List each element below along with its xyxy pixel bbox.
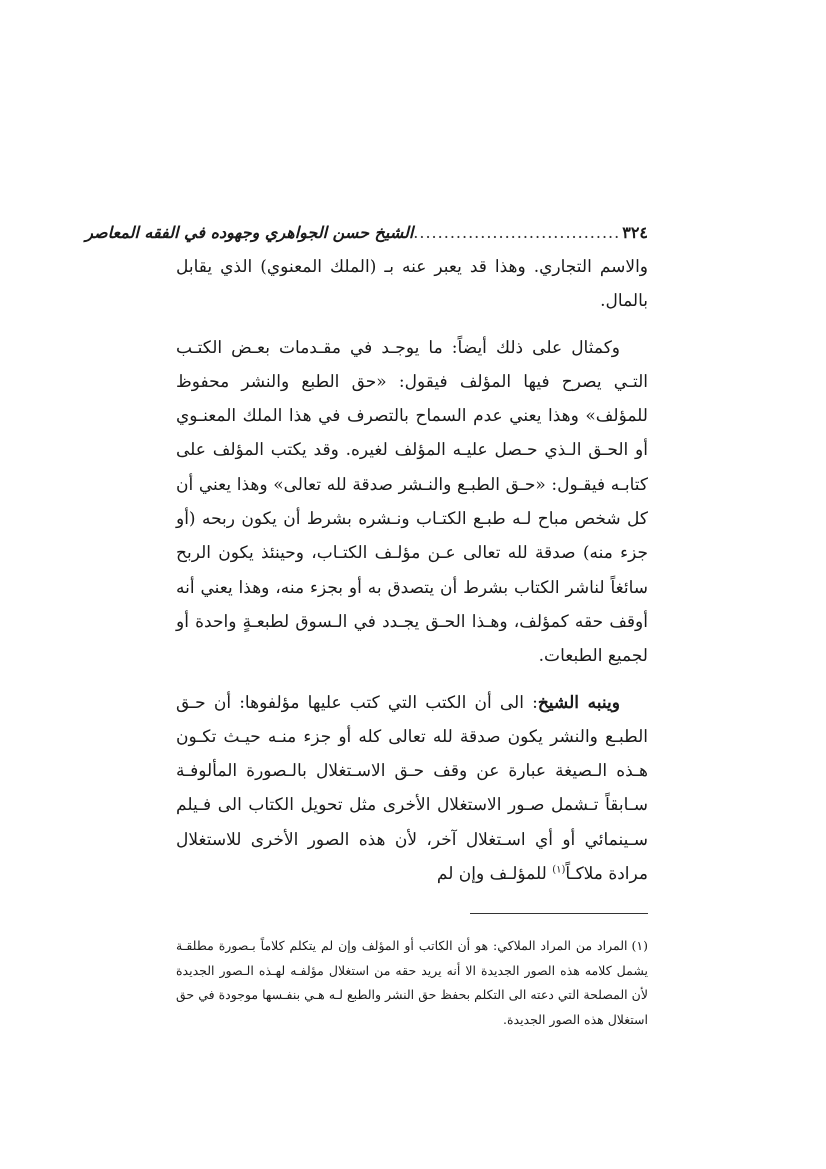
paragraph-3-text: : الى أن الكتب التي كتب عليها مؤلفوها: أن حـق الطبـع والنشر يكون صدقة لله تعالى كله أو جزء منـه حيـث تكـون هـذه الـصيغة عبارة عن وقف حـق الاسـتغلال بالـصورة المألوفـة سـابقاً تـشمل صـور الاستغلال الأخرى مثل تحويل الكتاب الى فـيلم سـينمائي أو أي اسـتغلال آخر، لأن هذه الصور الأخرى للاستغلال مرادة ملاكـاً bbox=[176, 692, 648, 885]
footnote-reference[interactable]: (١) bbox=[552, 864, 566, 876]
footnote-separator bbox=[470, 913, 648, 914]
footnote-1 bbox=[176, 934, 648, 1032]
paragraph-1: والاسم التجاري. وهذا قد يعبر عنه بـ (الملك المعنوي) الذي يقابل بالمال. bbox=[176, 257, 648, 312]
paragraph-3 bbox=[176, 686, 648, 892]
page-number: ٣٢٤ bbox=[622, 223, 648, 242]
running-header bbox=[85, 222, 648, 244]
paragraph-lead-word: وينبه الشيخ bbox=[537, 692, 620, 713]
body-text bbox=[176, 250, 648, 891]
document-page bbox=[85, 222, 648, 1032]
paragraph-2: وكمثال على ذلك أيضاً: ما يوجـد في مقـدمات بعـض الكتـب التـي يصرح فيها المؤلف فيقول: «حق الطبع والنشر محفوظ للمؤلف» وهذا يعني عدم السماح بالتصرف في هذا الملك المعنـوي أو الحـق الـذي حـصل عليـه المؤلف لغيره. وقد يكتب المؤلف على كتابـه فيقـول: «حـق الطبـع والنـشر صدقة لله تعالى» وهذا يعني أن كل شخص مباح لـه طبـع الكتـاب ونـشره بشرط أن يكون ربحه (أو جزء منه) صدقة لله تعالى عـن مؤلـف الكتـاب، وحينئذ يكون الربح سائغاً لناشر الكتاب بشرط أن يتصدق به أو بجزء منه، وهذا يعني أنه أوقف حقه كمؤلف، وهـذا الحـق يجـدد في الـسوق لطبعـةٍ واحدة أو لجميع الطبعات. bbox=[176, 337, 648, 667]
header-leader-dots: .................................. bbox=[413, 223, 621, 242]
footnotes bbox=[176, 934, 648, 1032]
footnote-text: المراد من المراد الملاكي: هو أن الكاتب أو المؤلف وإن لم يتكلم كلاماً بـصورة مطلقـة يشمل كلامه هذه الصور الجديدة الا أنه يريد حقه من استغلال مؤلفـه لهـذه الـصور الجديدة لأن المصلحة التي دعته الى التكلم بحفظ حق النشر والطبع لـه هـي بنفـسها موجودة في حق استغلال هذه الصور الجديدة. bbox=[176, 938, 648, 1027]
book-title: الشيخ حسن الجواهري وجهوده في الفقه المعاصر bbox=[85, 223, 414, 242]
paragraph-3-tail: للمؤلـف وإن لم bbox=[436, 864, 553, 885]
footnote-marker: (١) bbox=[631, 938, 648, 954]
